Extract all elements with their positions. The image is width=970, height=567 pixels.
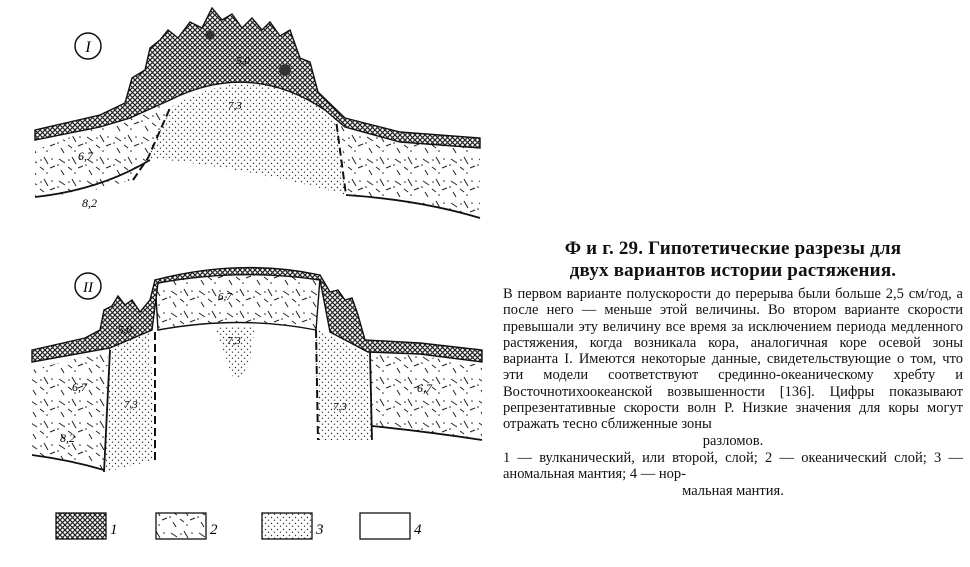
legend-swatch-normal (360, 513, 410, 539)
legend-swatch-oceanic (156, 513, 206, 539)
panel-label-I: I (85, 39, 91, 56)
label-II-anomalous-right: 7,3 (333, 401, 347, 413)
caption-legend-end: мальная мантия. (682, 482, 784, 499)
caption-legend (503, 450, 963, 499)
label-II-anomalous-mid: 7,3 (227, 335, 241, 347)
label-II-normal: 8,2 (60, 431, 75, 445)
label-I-normal: 8,2 (82, 196, 97, 210)
label-II-anomalous-left: 7,3 (124, 399, 138, 411)
label-I-oceanic: 6,7 (78, 149, 93, 163)
legend-num-3: 3 (316, 522, 324, 538)
caption-legend-text: 1 — вулканический, или второй, слой; 2 — океанический слой; 3 — аномальная мантия; 4 — нор- (503, 449, 963, 483)
section-II (32, 268, 482, 472)
label-I-volcanic: 5,0 (236, 55, 250, 67)
legend-swatch-volcanic (56, 513, 106, 539)
label-II-oceanic-top: 6,7 (218, 291, 232, 303)
legend-num-4: 4 (414, 522, 422, 538)
caption-title (503, 238, 963, 282)
legend-swatch-anomalous (262, 513, 312, 539)
figure-caption (503, 238, 963, 499)
legend-num-2: 2 (210, 522, 218, 538)
panel-label-II: II (83, 280, 93, 296)
label-I-anomalous: 7,3 (228, 100, 242, 112)
anomalous-mantle-II-center (215, 326, 255, 378)
label-II-volcanic: 5,0 (118, 324, 132, 336)
caption-body-text: В первом варианте полускорости до перерыва были больше 2,5 см/год, а после него — меньше этой величины. Во втором варианте скорости превышали эту величину все время за исключением периода медленного растяжения, когда возникала кора, аналогичная коре осевой зоны варианта I. Имеются некоторые данные, свидетельствующие о том, что эти модели соответствуют срединно-океаническому хребту и Восточнотихоокеанской возвышенности [136]. Цифры показывают репрезентативные скорости волн P. Низкие значения для коры могут отражать тесно сближенные зоны (503, 286, 963, 433)
legend (56, 513, 422, 539)
label-II-oceanic-right: 6,7 (417, 381, 432, 395)
caption-title-line2: двух вариантов истории растяжения. (569, 260, 897, 281)
oceanic-layer-II-left (32, 350, 110, 470)
label-II-oceanic-left: 6,7 (72, 380, 87, 394)
section-I (35, 8, 480, 218)
caption-body-end: разломов. (702, 432, 764, 449)
caption-body (503, 286, 963, 449)
legend-num-1: 1 (110, 522, 118, 538)
caption-title-line1: Ф и г. 29. Гипотетические разрезы для (564, 238, 902, 259)
